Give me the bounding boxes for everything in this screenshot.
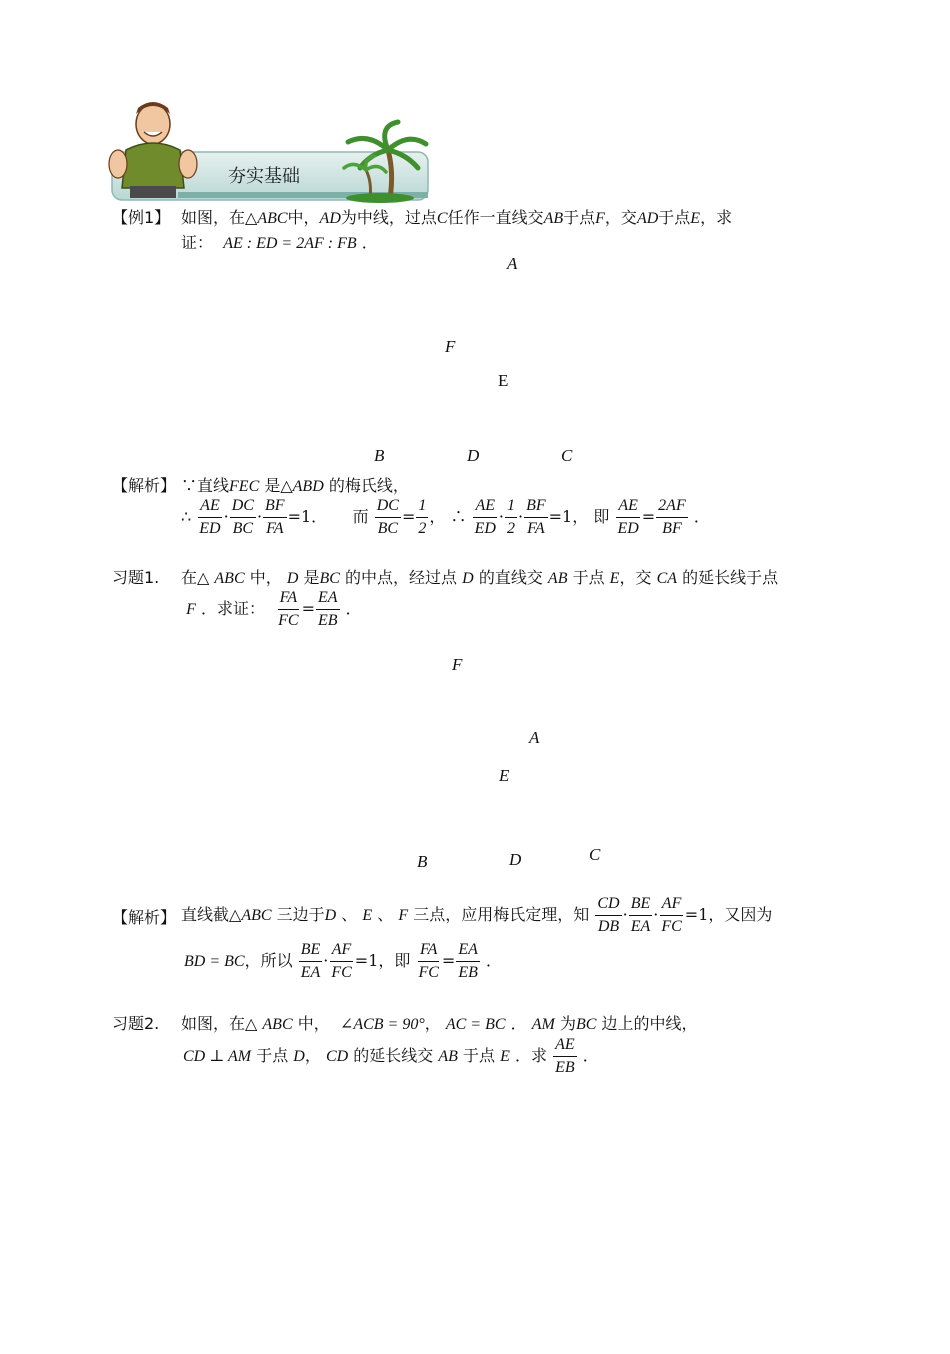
text-run: ， xyxy=(429,507,446,526)
text-run: ∴ xyxy=(450,507,467,526)
text-run: ． xyxy=(582,1046,599,1065)
text-run: BC xyxy=(575,1016,597,1033)
text-run: 2 xyxy=(418,520,427,537)
example-tag: 【例1】 xyxy=(112,208,171,227)
solution-2-line-2: BD = BC，所以 $\frac{BE}{EA}$ · $\frac{AF}{FC}$ =1，即 $\frac{FA}{FC}$ = $\frac{EA}{EB}$ ． xyxy=(184,939,502,984)
figure-1-label-e: E xyxy=(498,371,509,390)
figure-1-label-b: B xyxy=(374,446,385,465)
text-run: DC xyxy=(375,495,401,518)
text-run: E xyxy=(609,570,620,587)
text-run: EA xyxy=(456,939,480,962)
text-run: 三边于 xyxy=(276,905,325,924)
text-run: ，所以 xyxy=(244,951,293,970)
text-run: AB xyxy=(438,1048,458,1065)
text-run: FA xyxy=(418,939,439,962)
text-run: E xyxy=(500,1048,510,1065)
text-run: ED xyxy=(474,520,496,537)
text-run: FC xyxy=(661,918,682,935)
figure-1-label-d: D xyxy=(467,446,480,465)
example-1-line-1 xyxy=(181,205,732,228)
text-run: FC xyxy=(418,964,439,981)
fraction xyxy=(316,587,340,632)
fraction xyxy=(416,495,428,540)
text-run: 于点 xyxy=(563,208,596,227)
text-run: E xyxy=(690,210,701,227)
text-run: ∵直线 xyxy=(181,476,230,495)
fraction xyxy=(375,495,401,540)
text-run: 为中线，过点 xyxy=(340,208,437,227)
text-run: 2 xyxy=(507,520,515,537)
text-run: AD xyxy=(636,210,659,227)
text-run: 如图，在△ xyxy=(181,208,258,227)
text-run: BF xyxy=(662,520,682,537)
text-run: BC xyxy=(232,520,254,537)
cartoon-man-icon xyxy=(109,102,197,198)
text-run: 中， xyxy=(297,1014,330,1033)
text-run: 的延长线交 xyxy=(353,1046,434,1065)
text-run: 任作一直线交 xyxy=(447,208,544,227)
text-run: AE xyxy=(198,495,222,518)
text-run: ∴ xyxy=(181,507,192,526)
text-run: ． xyxy=(510,1014,527,1033)
banner-graphic xyxy=(108,102,433,204)
text-run: AM xyxy=(531,1016,555,1033)
text-run: 于点 xyxy=(256,1046,289,1065)
text-run: ABC xyxy=(241,907,272,924)
text-run: AE : ED = 2AF : FB xyxy=(223,235,357,252)
text-run: ，交 xyxy=(604,208,637,227)
text-run: C xyxy=(436,210,448,227)
exercise-1-line-1 xyxy=(181,565,778,588)
text-run: ．求证： xyxy=(200,599,265,618)
fraction xyxy=(299,939,323,984)
figure-1-label-a: A xyxy=(507,254,518,273)
text-run: AE xyxy=(553,1034,577,1057)
section-banner xyxy=(108,102,433,204)
text-run: 中， xyxy=(287,208,320,227)
text-run: =1， xyxy=(548,507,589,526)
text-run: 、 xyxy=(377,905,394,924)
text-run: ， xyxy=(304,1046,321,1065)
text-run: ． xyxy=(693,507,710,526)
text-run: 于点 xyxy=(658,208,691,227)
text-run: ，交 xyxy=(619,568,652,587)
text-run: BD = BC xyxy=(184,953,245,970)
text-run: EB xyxy=(458,964,478,981)
text-run: 而 xyxy=(352,507,369,526)
text-run: 1 xyxy=(416,495,428,518)
text-run: D xyxy=(286,570,299,587)
text-run: ．求 xyxy=(515,1046,548,1065)
fraction xyxy=(524,495,548,540)
solution-1-line-2: ∴ $\frac{AE}{ED}$ · $\frac{DC}{BC}$ · $\frac{BF}{FA}$ =1． 而 $\frac{DC}{BC}$ = $\frac{1}{2}$ ， ∴ $\frac{AE}{ED}$ · $\frac{1}{2}$ · $\frac{BF}{FA}$ =1， 即 $\frac{AE}{ED}$ = $\frac{2AF}{BF}$ ． xyxy=(181,495,710,540)
fraction xyxy=(276,587,300,632)
text-run: CD ⊥ AM xyxy=(183,1048,252,1065)
text-run: = xyxy=(641,507,656,526)
fraction xyxy=(329,939,353,984)
text-run: 为 xyxy=(559,1014,576,1033)
exercise-1-tag: 习题1. xyxy=(112,568,160,587)
text-run: 的梅氏线， xyxy=(328,476,409,495)
text-run: 中， xyxy=(249,568,282,587)
text-run: DB xyxy=(597,918,620,935)
figure-2-label-b: B xyxy=(417,852,428,871)
fraction xyxy=(416,939,440,984)
fraction xyxy=(456,939,480,984)
text-run: = xyxy=(401,507,416,526)
text-run: AB xyxy=(543,210,564,227)
text-run: F xyxy=(398,907,409,924)
text-run: ED xyxy=(617,520,639,537)
text-run: AE xyxy=(616,495,640,518)
text-run: F xyxy=(595,210,605,227)
text-run: 的中点，经过点 xyxy=(345,568,458,587)
exercise-1-line-2 xyxy=(181,587,362,632)
fraction xyxy=(263,495,287,540)
text-run: BF xyxy=(524,495,548,518)
text-run: D xyxy=(293,1048,305,1065)
text-run: EB xyxy=(318,612,338,629)
text-run: =1，又因为 xyxy=(684,905,773,924)
text-run: 即 xyxy=(593,507,610,526)
text-run: AF xyxy=(330,939,354,962)
fraction xyxy=(505,495,517,540)
text-run: D xyxy=(462,570,474,587)
text-run: 1 xyxy=(505,495,517,518)
text-run: BC xyxy=(319,570,340,587)
fraction xyxy=(595,893,621,938)
text-run: ABD xyxy=(292,478,324,495)
figure-2-label-d: D xyxy=(509,850,522,869)
text-run: FEC xyxy=(229,478,260,495)
solution-tag: 【解析】 xyxy=(112,476,177,495)
fraction xyxy=(615,495,640,540)
text-run: AD xyxy=(319,210,341,227)
text-run: 在△ xyxy=(181,568,210,587)
text-run: ABC xyxy=(262,1016,293,1033)
text-run: ． xyxy=(485,951,502,970)
text-run: ABC xyxy=(214,570,245,587)
text-run: EA xyxy=(630,918,651,935)
fraction xyxy=(629,893,653,938)
text-run: FA xyxy=(527,520,545,537)
solution-1-line-1 xyxy=(181,473,409,496)
figure-1-label-f: F xyxy=(445,337,456,356)
text-run: ∠ACB = 90° xyxy=(339,1016,425,1033)
banner-title: 夯实基础 xyxy=(228,166,300,187)
fraction xyxy=(553,1034,577,1079)
text-run: BE xyxy=(299,939,323,962)
text-run: ABC xyxy=(257,210,288,227)
text-run: AC = BC xyxy=(445,1016,506,1033)
text-run: DC xyxy=(230,495,256,518)
fraction xyxy=(656,495,688,540)
text-run: FA xyxy=(278,587,299,610)
text-run: EA xyxy=(300,964,321,981)
text-run: BC xyxy=(377,520,399,537)
text-run: 于点 xyxy=(463,1046,496,1065)
figure-2-label-f: F xyxy=(452,655,463,674)
exercise-2-tag: 习题2. xyxy=(112,1014,160,1033)
figure-2-label-c: C xyxy=(589,845,601,864)
text-run: 的直线交 xyxy=(478,568,543,587)
text-run: CA xyxy=(656,570,678,587)
figure-2-label-a: A xyxy=(529,728,540,747)
text-run: E xyxy=(362,907,373,924)
text-run: FA xyxy=(266,520,284,537)
text-run: AE xyxy=(473,495,497,518)
text-run: = xyxy=(441,951,456,970)
text-run: F xyxy=(186,601,196,618)
text-run: CD xyxy=(325,1048,349,1065)
text-run: FC xyxy=(278,612,299,629)
text-run: EA xyxy=(316,587,340,610)
text-run: 三点，应用梅氏定理，知 xyxy=(413,905,590,924)
figure-2-label-e: E xyxy=(499,766,510,785)
text-run: AF xyxy=(660,893,684,916)
text-run: 、 xyxy=(341,905,358,924)
text-run: =1，即 xyxy=(354,951,411,970)
text-run: 边上的中线， xyxy=(601,1014,698,1033)
solution-2-line-1: 直线截△ABC 三边于D 、 E 、 F 三点，应用梅氏定理，知 $\frac{CD}{DB}$ · $\frac{BE}{EA}$ · $\frac{AF}{FC}$ =1，又因为 xyxy=(181,893,772,938)
text-run: BE xyxy=(629,893,653,916)
exercise-2-line-1 xyxy=(181,1011,698,1034)
text-run: BF xyxy=(263,495,287,518)
text-run: 2AF xyxy=(656,495,688,518)
exercise-2-line-2 xyxy=(183,1034,599,1079)
text-run: 是 xyxy=(303,568,320,587)
fraction xyxy=(659,893,683,938)
text-run: 是△ xyxy=(264,476,293,495)
fraction xyxy=(230,495,256,540)
figure-1-label-c: C xyxy=(561,446,573,465)
fraction xyxy=(473,495,498,540)
text-run: FC xyxy=(331,964,352,981)
text-run: ． xyxy=(345,599,362,618)
text-run: 直线截△ xyxy=(181,905,242,924)
text-run: AB xyxy=(547,570,568,587)
solution-tag: 【解析】 xyxy=(112,908,177,927)
text-run: = xyxy=(301,599,316,618)
fraction xyxy=(197,495,222,540)
text-run: ，求 xyxy=(700,208,733,227)
example-1-line-2 xyxy=(181,230,378,253)
text-run: ． xyxy=(361,233,378,252)
text-run: D xyxy=(324,907,337,924)
text-run: ED xyxy=(199,520,221,537)
text-run: CD xyxy=(595,893,621,916)
text-run: 如图，在△ xyxy=(181,1014,258,1033)
text-run: 证： xyxy=(181,233,214,252)
text-run: EB xyxy=(555,1059,575,1076)
text-run: 的延长线于点 xyxy=(682,568,779,587)
text-run: 于点 xyxy=(572,568,605,587)
text-run: ， xyxy=(424,1014,441,1033)
text-run: =1． xyxy=(287,507,328,526)
